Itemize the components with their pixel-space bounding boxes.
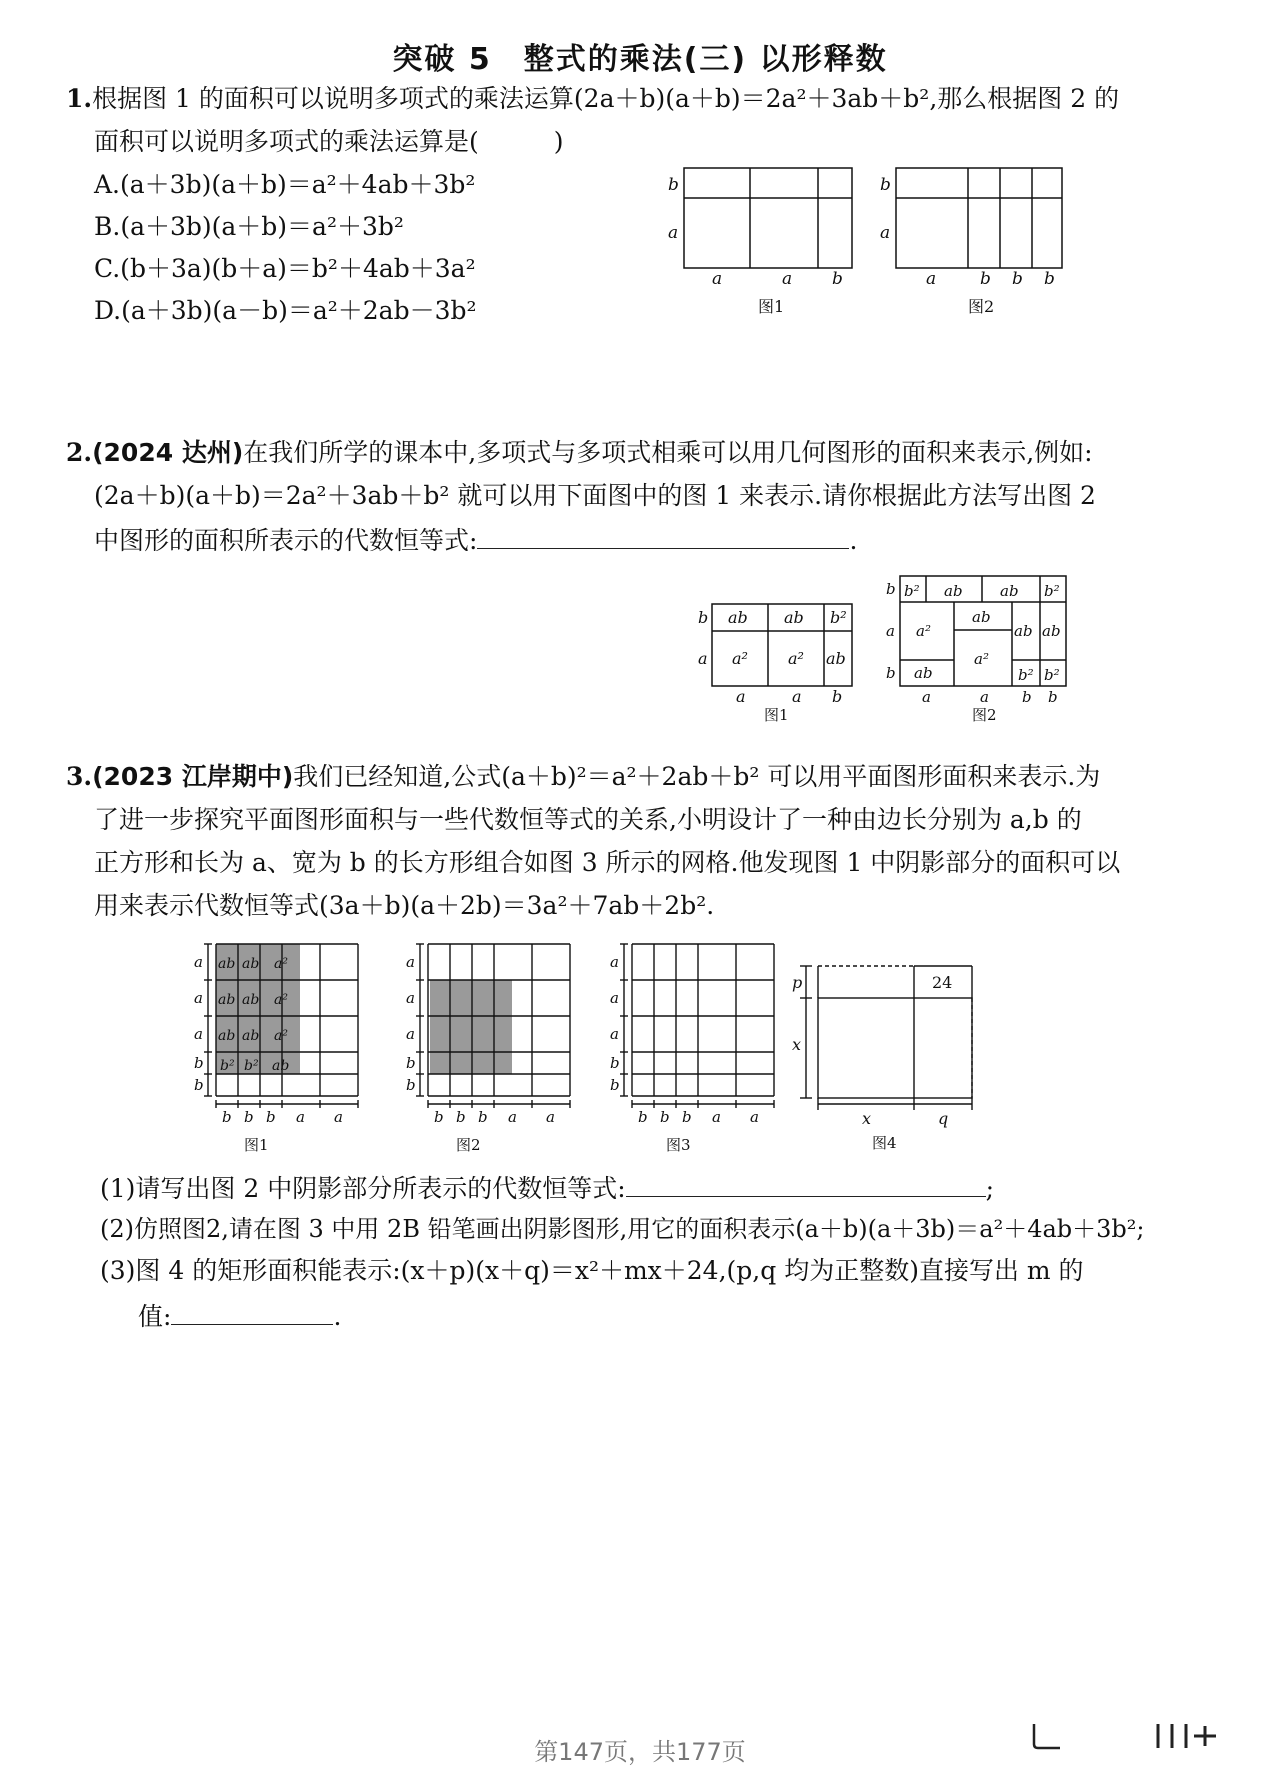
q2-fig2-cell: ab xyxy=(944,582,963,600)
grid-side-label: b xyxy=(194,1076,204,1094)
q3-fig4-caption: 图4 xyxy=(872,1134,897,1152)
q1-fig1-bottom-1: a xyxy=(712,269,723,289)
q3-fig2-shaded xyxy=(430,980,512,1074)
q3-fig1-cell: ab xyxy=(218,1028,236,1044)
q3-fig1-caption: 图1 xyxy=(244,1136,269,1154)
q3-fig1-cell: ab xyxy=(242,992,260,1008)
q3-fig1-cell: b² xyxy=(220,1058,235,1074)
q3-source: (2023 江岸期中) xyxy=(92,762,294,791)
q2-text3: 中图形的面积所表示的代数恒等式: xyxy=(94,526,478,555)
grid-side-label: a xyxy=(406,1025,415,1043)
grid-bottom-label: a xyxy=(750,1108,759,1126)
q3-fig4-label-p: p xyxy=(792,973,803,992)
q2-fig2-cell: ab xyxy=(1014,622,1033,640)
q2-number: 2. xyxy=(66,438,93,467)
q2-fig1-cell: ab xyxy=(728,608,748,627)
q3-sub2: (2)仿照图2,请在图 3 中用 2B 铅笔画出阴影图形,用它的面积表示(a＋b)(a＋3b)＝a²＋4ab＋3b²; xyxy=(100,1215,1145,1243)
grid-bottom-label: b xyxy=(456,1108,466,1126)
viewer-toolbar xyxy=(1030,1722,1220,1750)
q1-figures xyxy=(660,160,1080,320)
q1-fig1-bottom-2: a xyxy=(782,269,793,289)
q2-fig2-bottom-1: a xyxy=(922,688,931,706)
q3-figures xyxy=(160,936,1120,1166)
q1-fig2-side-b: b xyxy=(880,175,891,195)
grid-bottom-label: a xyxy=(334,1108,343,1126)
q3-sub1 xyxy=(100,1172,994,1204)
q2-fig2-cell: ab xyxy=(972,608,991,626)
q2-line3 xyxy=(94,524,857,556)
q1-option-c[interactable]: C.(b＋3a)(b＋a)＝b²＋4ab＋3a² xyxy=(94,254,476,283)
q3-sub3-answer-blank[interactable] xyxy=(171,1300,333,1325)
q2-fig2-cell: b² xyxy=(904,582,920,600)
grid-bottom-label: b xyxy=(222,1108,232,1126)
q1-fig2-caption: 图2 xyxy=(968,297,995,316)
q1-fig1-side-b: b xyxy=(668,175,679,195)
q2-fig1-cell: b² xyxy=(830,608,847,627)
q3-line1 xyxy=(66,762,1100,792)
q3-text1: 我们已经知道,公式(a＋b)²＝a²＋2ab＋b² 可以用平面图形面积来表示.为 xyxy=(293,762,1101,791)
q2-fig2-cell: ab xyxy=(1042,622,1061,640)
q2-fig2-cell: a² xyxy=(974,650,989,668)
q1-fig2-side-a: a xyxy=(880,223,891,243)
scroll-bars-icon[interactable] xyxy=(1158,1724,1216,1748)
q3-fig4-label-x-bottom: x xyxy=(862,1109,872,1128)
q2-fig2-bottom-3: b xyxy=(1022,688,1032,706)
grid-bottom-label: b xyxy=(682,1108,692,1126)
q3-sub1-end: ; xyxy=(985,1174,995,1203)
q3-sub3-text2: 值: xyxy=(138,1302,172,1331)
q1-option-b[interactable]: B.(a＋3b)(a＋b)＝a²＋3b² xyxy=(94,212,404,241)
q3-line3: 正方形和长为 a、宽为 b 的长方形组合如图 3 所示的网格.他发现图 1 中阴影部分的面积可以 xyxy=(94,848,1121,877)
q3-sub1-text: (1)请写出图 2 中阴影部分所表示的代数恒等式: xyxy=(100,1174,626,1203)
grid-side-label: a xyxy=(194,953,203,971)
grid-bottom-label: b xyxy=(434,1108,444,1126)
q2-text3-end: . xyxy=(849,526,858,555)
page-indicator: 第147页，共177页 xyxy=(534,1738,746,1766)
q3-fig1-cell: a² xyxy=(274,1028,288,1044)
fit-page-icon[interactable] xyxy=(1034,1724,1060,1748)
grid-side-label: b xyxy=(194,1054,204,1072)
q2-line2: (2a＋b)(a＋b)＝2a²＋3ab＋b² 就可以用下面图中的图 1 来表示.请你根据此方法写出图 2 xyxy=(94,481,1096,510)
q2-fig1-bottom-3: b xyxy=(832,687,843,706)
q1-fig1 xyxy=(684,168,852,268)
q2-answer-blank[interactable] xyxy=(477,524,849,549)
q2-fig2-cell: b² xyxy=(1044,582,1060,600)
grid-side-label: a xyxy=(406,953,415,971)
grid-side-label: b xyxy=(406,1054,416,1072)
q3-line2: 了进一步探究平面图形面积与一些代数恒等式的关系,小明设计了一种由边长分别为 a,b 的 xyxy=(94,805,1082,834)
q3-sub1-answer-blank[interactable] xyxy=(626,1172,986,1197)
q3-fig1-cell: ab xyxy=(218,956,236,972)
q2-fig1-bottom-1: a xyxy=(736,687,746,706)
q1-number: 1. xyxy=(66,84,93,113)
grid-bottom-label: b xyxy=(660,1108,670,1126)
q1-option-d[interactable]: D.(a＋3b)(a－b)＝a²＋2ab－3b² xyxy=(94,296,477,325)
q2-fig1-bottom-2: a xyxy=(792,687,802,706)
grid-bottom-label: a xyxy=(546,1108,555,1126)
q3-fig2-caption: 图2 xyxy=(456,1136,481,1154)
q2-figures xyxy=(690,570,1090,730)
q2-fig2-bottom-2: a xyxy=(980,688,989,706)
grid-bottom-label: a xyxy=(296,1108,305,1126)
q3-line4: 用来表示代数恒等式(3a＋b)(a＋2b)＝3a²＋7ab＋2b². xyxy=(94,891,715,920)
q3-sub3: (3)图 4 的矩形面积能表示:(x＋p)(x＋q)＝x²＋mx＋24,(p,q 均为正整数)直接写出 m 的 xyxy=(100,1256,1084,1285)
q3-fig1-cell: b² xyxy=(244,1058,259,1074)
q2-fig2-cell: a² xyxy=(916,622,931,640)
q2-fig2-side-b: b xyxy=(886,580,896,598)
grid-bottom-label: a xyxy=(712,1108,721,1126)
grid-side-label: a xyxy=(610,953,619,971)
grid-bottom-label: b xyxy=(266,1108,276,1126)
q3-fig1-cell: a² xyxy=(274,992,288,1008)
q2-fig2-cell: ab xyxy=(1000,582,1019,600)
q2-fig1-caption: 图1 xyxy=(764,706,789,724)
q2-fig1-cell: a² xyxy=(732,649,748,668)
q1-fig2-bottom-2: b xyxy=(980,269,991,289)
q3-fig1-cell: ab xyxy=(242,1028,260,1044)
q3-sub3-line2 xyxy=(138,1300,341,1332)
q2-fig2-bottom-4: b xyxy=(1048,688,1058,706)
q3-number: 3. xyxy=(66,762,93,791)
q3-fig4-cell-24: 24 xyxy=(932,973,953,992)
q2-fig1-cell: ab xyxy=(826,649,846,668)
q1-fig2-bottom-3: b xyxy=(1012,269,1023,289)
grid-bottom-label: a xyxy=(508,1108,517,1126)
q2-fig1-side-b: b xyxy=(698,608,709,627)
q3-fig3-caption: 图3 xyxy=(666,1136,691,1154)
q2-fig2-side-a: a xyxy=(886,622,895,640)
q2-text1: 在我们所学的课本中,多项式与多项式相乘可以用几何图形的面积来表示,例如: xyxy=(243,438,1093,467)
q3-fig1-cell: ab xyxy=(218,992,236,1008)
grid-side-label: b xyxy=(610,1054,620,1072)
q2-fig2-cell: b² xyxy=(1018,666,1034,684)
grid-side-label: a xyxy=(406,989,415,1007)
q2-fig1-cell: a² xyxy=(788,649,804,668)
q1-fig1-caption: 图1 xyxy=(758,297,785,316)
page-title: 突破 5 整式的乘法(三) 以形释数 xyxy=(392,42,888,77)
q1-fig2-bottom-4: b xyxy=(1044,269,1055,289)
q1-fig1-bottom-3: b xyxy=(832,269,843,289)
q1-fig1-side-a: a xyxy=(668,223,679,243)
q1-fig2-bottom-1: a xyxy=(926,269,937,289)
grid-side-label: a xyxy=(610,1025,619,1043)
q2-source: (2024 达州) xyxy=(92,438,244,467)
q2-fig1-cell: ab xyxy=(784,608,804,627)
q3-fig1-cell: ab xyxy=(242,956,260,972)
q2-line1 xyxy=(66,438,1093,468)
q1-line2: 面积可以说明多项式的乘法运算是( ) xyxy=(94,127,564,156)
q3-fig1-cell: a² xyxy=(274,956,288,972)
q3-fig4-label-x: x xyxy=(792,1035,802,1054)
grid-bottom-label: b xyxy=(244,1108,254,1126)
q1-line1 xyxy=(66,84,1119,114)
q2-fig2-side-b2: b xyxy=(886,664,896,682)
grid-side-label: b xyxy=(406,1076,416,1094)
grid-bottom-label: b xyxy=(638,1108,648,1126)
grid-side-label: a xyxy=(194,1025,203,1043)
q3-fig4-label-q: q xyxy=(938,1109,949,1128)
grid-bottom-label: b xyxy=(478,1108,488,1126)
q1-text1: 根据图 1 的面积可以说明多项式的乘法运算(2a＋b)(a＋b)＝2a²＋3ab＋b²,那么根据图 2 的 xyxy=(92,84,1120,113)
q2-fig1-side-a: a xyxy=(698,649,708,668)
grid-side-label: a xyxy=(194,989,203,1007)
q2-fig2-caption: 图2 xyxy=(972,706,997,724)
q2-fig2-cell: ab xyxy=(914,664,933,682)
grid-side-label: b xyxy=(610,1076,620,1094)
q2-fig2-cell: b² xyxy=(1044,666,1060,684)
q3-sub3-end: . xyxy=(333,1302,342,1331)
q1-option-a[interactable]: A.(a＋3b)(a＋b)＝a²＋4ab＋3b² xyxy=(94,170,476,199)
grid-side-label: a xyxy=(610,989,619,1007)
q3-fig1-cell: ab xyxy=(272,1058,290,1074)
q1-fig2 xyxy=(896,168,1062,268)
